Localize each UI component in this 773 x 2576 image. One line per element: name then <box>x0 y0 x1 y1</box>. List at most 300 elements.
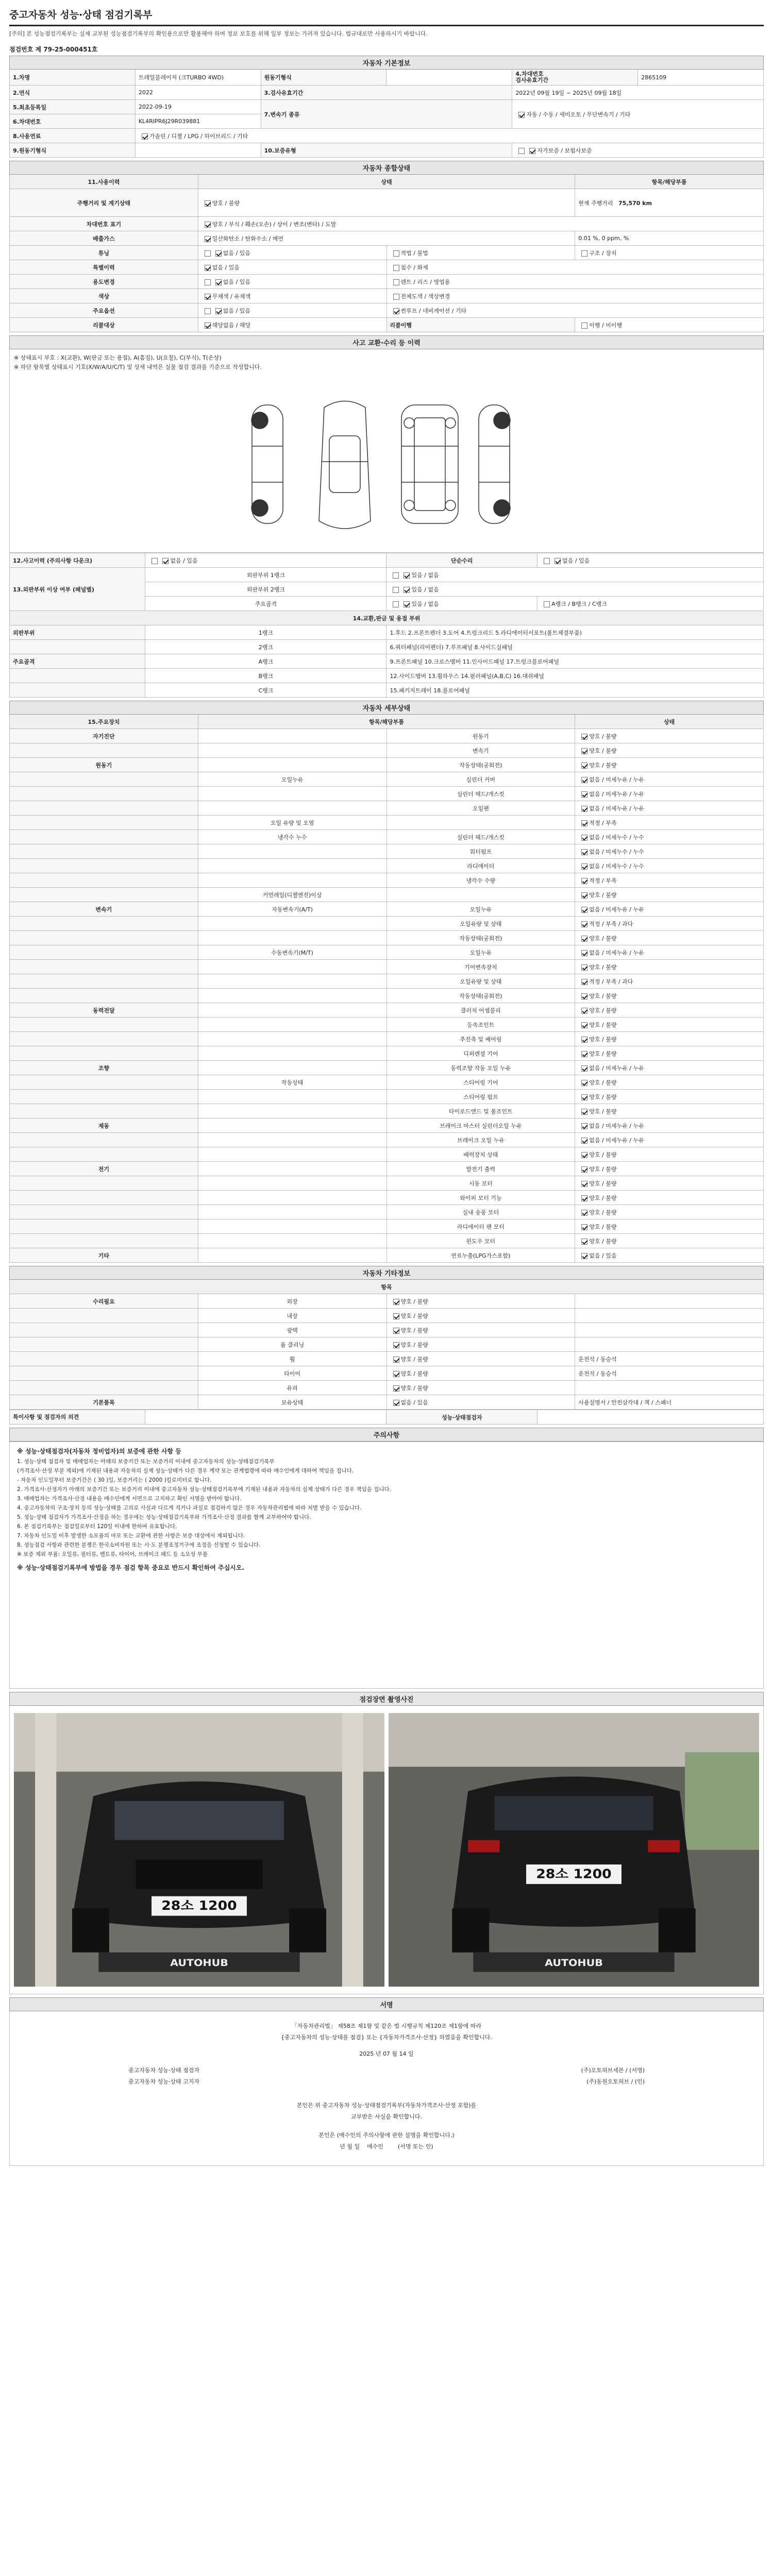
row-sub-group <box>198 859 386 873</box>
status-options: 양호 / 불량 <box>400 1370 428 1377</box>
row-sub-group <box>198 873 386 888</box>
row-group <box>10 1381 198 1395</box>
row-group: 조향 <box>10 1061 198 1075</box>
detail-row <box>10 974 764 989</box>
row-item: 작동상태(공회전) <box>386 758 575 772</box>
notifier-label: 중고자동차 성능·상태 고지자 <box>128 2078 200 2085</box>
detail-row <box>10 1075 764 1090</box>
basic-info-table <box>9 56 764 158</box>
detail-row <box>10 859 764 873</box>
row-status: 없음 / 있음 <box>145 553 386 568</box>
status-options: 양호 / 불량 <box>400 1384 428 1392</box>
row-item: 작동상태(공회전) <box>386 989 575 1003</box>
status-options: 없음 / 미세누유 / 누유 <box>589 1064 644 1072</box>
svg-text:28소 1200: 28소 1200 <box>161 1899 237 1913</box>
fuel-options: 가솔린 / 디젤 / LPG / 하이브리드 / 기타 <box>135 129 763 143</box>
row-status <box>575 989 764 1003</box>
row-sub-group: 냉각수 누수 <box>198 830 386 844</box>
notes-line: - 자동차 인도일부터 보증기간은 ( 30 )일, 보증거리는 ( 2000 )킬로미터로 합니다. <box>17 1477 212 1483</box>
row-item <box>386 888 575 902</box>
row-label <box>10 640 145 654</box>
cell-value: 트레일블레이저 (크TURBO 4WD) <box>135 70 261 86</box>
row-status <box>575 873 764 888</box>
row-item: 동력조향 작동 오일 누유 <box>386 1061 575 1075</box>
cell-label: 6.차대번호 <box>10 114 136 129</box>
row-sub: 렌트 / 리스 / 영업용 <box>386 275 764 289</box>
checkbox-icon <box>393 1400 399 1406</box>
checkbox-icon <box>393 1342 399 1348</box>
cell-value: 2022년 09월 19일 ~ 2025년 09월 18일 <box>512 86 764 100</box>
row-sub: 썬루프 / 네비게이션 / 기타 <box>386 303 764 318</box>
checkbox-icon <box>581 1051 587 1057</box>
row-status <box>575 974 764 989</box>
transmission-options: 자동 / 수동 / 세미오토 / 무단변속기 / 기타 <box>512 100 764 129</box>
cell-value <box>537 1410 764 1425</box>
row-item: 휠 <box>198 1352 386 1366</box>
row-status <box>386 1337 575 1352</box>
row-sub <box>575 1323 764 1337</box>
row-sub-group <box>198 1032 386 1046</box>
damage-diagram <box>9 349 764 553</box>
row-sub-group <box>198 1133 386 1147</box>
status-options: 양호 / 불량 <box>589 1238 617 1245</box>
parts-title: 14.교환,판금 및 용접 부위 <box>10 611 764 625</box>
row-item: 실린더 헤드/개스킷 <box>386 787 575 801</box>
row-item: 오일팬 <box>386 801 575 816</box>
row-item: 실린더 헤드/개스킷 <box>386 830 575 844</box>
cell-value: 2022-09-19 <box>135 100 261 114</box>
row-status: 있음 / 없음 <box>386 597 537 611</box>
row-item: 브레이크 오일 누유 <box>386 1133 575 1147</box>
rank: 1랭크 <box>145 625 386 640</box>
row-status <box>575 960 764 974</box>
status-options: 양호 / 불량 <box>400 1327 428 1334</box>
row-status: 없음 / 있음 <box>198 275 386 289</box>
row-label: 단순수리 <box>386 553 537 568</box>
checkbox-icon <box>581 748 587 754</box>
row-status <box>575 772 764 787</box>
row-status <box>575 1075 764 1090</box>
cell-label: 2.연식 <box>10 86 136 100</box>
rear-photo <box>389 1713 759 1987</box>
row-group <box>10 1075 198 1090</box>
checkbox-icon <box>581 979 587 985</box>
detail-row <box>10 743 764 758</box>
notes-line: 1. 성능·상태 점검자 및 매매업자는 아래의 보증기간 또는 보증거리 이내에 중고자동차의 성능·상태점검기록부 <box>17 1459 275 1465</box>
checkbox-icon <box>581 1065 587 1072</box>
detail-row <box>10 1248 764 1263</box>
row-item: 오일누유 <box>386 902 575 917</box>
row-group <box>10 1219 198 1234</box>
status-options: 양호 / 불량 <box>400 1355 428 1363</box>
notifier-value: (주)동원오토허브 / (인) <box>586 2078 645 2085</box>
row-status <box>575 1176 764 1191</box>
rank: B랭크 <box>145 669 386 683</box>
checkbox-icon <box>581 1094 587 1100</box>
notes-line: ※ 보증 제외 부품: 오일류, 필터류, 벨트류, 타이어, 브레이크 패드 등 소모성 부품 <box>17 1551 208 1557</box>
cell-label: 7.변속기 종류 <box>261 100 512 129</box>
rank: C랭크 <box>145 683 386 698</box>
mileage-cell: 현재 주행거리 75,570 km <box>575 189 764 217</box>
row-sub-group <box>198 1118 386 1133</box>
sign-text: 본인은 (매수인의 주의사항에 관한 설명을 확인합니다.) <box>318 2132 455 2139</box>
row-status <box>575 1162 764 1176</box>
status-options: 없음 / 미세누유 / 누유 <box>589 1137 644 1144</box>
row-label: 12.사고이력 (주의사항 다운크) <box>10 553 145 568</box>
row-status <box>575 945 764 960</box>
sign-text: 교부받은 사실을 확인합니다. <box>350 2113 422 2120</box>
status-options: 없음 / 있음 <box>589 1252 617 1259</box>
status-options: 양호 / 불량 <box>589 1079 617 1086</box>
cell-value: KL4RIPR6J29R039881 <box>135 114 261 129</box>
detail-row <box>10 1205 764 1219</box>
row-group <box>10 830 198 844</box>
row-sub-label: 외판부위 2랭크 <box>145 582 386 597</box>
row-group <box>10 1323 198 1337</box>
checkbox-icon <box>393 1385 399 1392</box>
notes-line: 3. 매매업자는 가격조사·산정 내용을 매수인에게 서면으로 고지하고 확인 서명을 받아야 합니다. <box>17 1496 242 1502</box>
row-status <box>575 787 764 801</box>
checkbox-icon <box>393 1357 399 1363</box>
cert-number: 점검번호 제 79-25-000451호 <box>9 46 98 53</box>
row-sub-group <box>198 1061 386 1075</box>
row-group: 변속기 <box>10 902 198 917</box>
status-options: 없음 / 미세누유 / 누유 <box>589 805 644 812</box>
notes-line: (가격조사·산정 부분 제외)에 기재된 내용과 자동차의 실제 성능·상태가 다른 경우 계약 또는 관계법령에 따라 매수인에게 대하여 책임을 집니다. <box>17 1468 354 1474</box>
status-options: 없음 / 미세누유 / 누유 <box>589 776 644 783</box>
row-status: 없음 / 있음 <box>537 553 764 568</box>
other-row <box>10 1337 764 1352</box>
row-item: 등속조인트 <box>386 1018 575 1032</box>
row-status <box>575 1003 764 1018</box>
row-sub-group <box>198 1090 386 1104</box>
detail-row <box>10 816 764 830</box>
buyer-label: 매수인 <box>367 2143 384 2150</box>
row-status: 양호 / 불량 <box>198 189 575 217</box>
row-item: 외장 <box>198 1294 386 1309</box>
detail-row <box>10 888 764 902</box>
notes-line: 6. 본 점검기록부는 점검일로부터 120일 이내에 한하여 유효합니다. <box>17 1523 177 1530</box>
notes-footer: ※ 성능·상태점검기록부에 방법을 경우 점검 항목 중요로 반드시 확인하여 주십시오. <box>17 1564 244 1571</box>
row-status <box>575 1118 764 1133</box>
row-item: 연료누출(LPG가스포함) <box>386 1248 575 1263</box>
row-status: 일산화탄소 / 탄화수소 / 매연 <box>198 231 575 246</box>
row-group <box>10 945 198 960</box>
row-item: 보유상태 <box>198 1395 386 1410</box>
row-sub-group <box>198 801 386 816</box>
detail-row <box>10 729 764 743</box>
row-sub <box>575 1337 764 1352</box>
detail-row <box>10 1176 764 1191</box>
sign-text: 본인은 위 중고자동차 성능·상태점검기록부(자동차가격조사·산정 포함)를 <box>296 2102 477 2109</box>
checkbox-icon <box>581 1080 587 1086</box>
cell-value <box>386 70 512 86</box>
notes-line: 8. 성능점검 사항과 관련한 분쟁은 한국소비자원 또는 시·도 분쟁조정기구에 조정을 신청할 수 있습니다. <box>17 1542 261 1548</box>
row-sub <box>575 1294 764 1309</box>
status-options: 적정 / 부족 <box>589 877 617 884</box>
row-item: 냉각수 수량 <box>386 873 575 888</box>
row-sub: 적법 / 불법 <box>386 246 575 260</box>
section-title: 자동차 종합상태 <box>10 161 764 175</box>
row-item: 오일유량 및 상태 <box>386 974 575 989</box>
row-item: 스티어링 기어 <box>386 1075 575 1090</box>
row-status <box>575 1248 764 1263</box>
cell-label: 5.최초등록일 <box>10 100 136 114</box>
photo-header <box>9 1692 764 1706</box>
row-sub: 전체도색 / 색상변경 <box>386 289 764 303</box>
row-item: 타이로드엔드 및 볼조인트 <box>386 1104 575 1118</box>
row-group <box>10 1090 198 1104</box>
row-group <box>10 1147 198 1162</box>
checkbox-icon <box>581 1123 587 1129</box>
row-status: 없음 / 있음 <box>198 303 386 318</box>
status-options: 없음 / 미세누유 / 누유 <box>589 906 644 913</box>
row-group <box>10 787 198 801</box>
row-group <box>10 743 198 758</box>
other-row <box>10 1366 764 1381</box>
row-label: 주행거리 및 계기상태 <box>10 189 198 217</box>
row-status <box>575 1090 764 1104</box>
row-status <box>575 1191 764 1205</box>
col-header: 항목/해당부품 <box>575 175 764 189</box>
row-label: 특이사항 및 점검자의 의견 <box>10 1410 145 1425</box>
row-status <box>575 1032 764 1046</box>
checkbox-icon <box>393 1299 399 1305</box>
row-group <box>10 844 198 859</box>
row-sub-group <box>198 729 386 743</box>
parts-list: 12.사이드멤버 13.휠하우스 14.필러패널(A,B,C) 16.대쉬패널 <box>386 669 764 683</box>
row-label: 용도변경 <box>10 275 198 289</box>
checkbox-icon <box>581 734 587 740</box>
checkbox-icon <box>581 1152 587 1158</box>
cell-label: 9.원동기형식 <box>10 143 136 158</box>
row-status <box>575 931 764 945</box>
detail-row <box>10 989 764 1003</box>
status-options: 적정 / 부족 <box>589 819 617 826</box>
row-sub-group <box>198 1147 386 1162</box>
row-sub-group <box>198 1219 386 1234</box>
row-item: 디퍼렌셜 기어 <box>386 1046 575 1061</box>
detail-row <box>10 844 764 859</box>
row-sub-group <box>198 758 386 772</box>
detail-row <box>10 931 764 945</box>
buyer-date: 년 월 일 <box>340 2143 360 2150</box>
row-status <box>575 830 764 844</box>
row-group: 제동 <box>10 1118 198 1133</box>
row-status <box>575 1018 764 1032</box>
row-group: 수리필요 <box>10 1294 198 1309</box>
checkbox-icon <box>581 863 587 870</box>
row-sub-label: 외판부위 1랭크 <box>145 568 386 582</box>
status-options: 양호 / 불량 <box>589 963 617 971</box>
row-item: 클러치 어셈블리 <box>386 1003 575 1018</box>
parts-list: 9.프론트패널 10.크로스멤버 11.인사이드패널 17.트렁크플로어패널 <box>386 654 764 669</box>
detail-row <box>10 1133 764 1147</box>
row-group <box>10 1046 198 1061</box>
col-header: 상태 <box>198 175 575 189</box>
row-label: 성능·상태점검자 <box>386 1410 537 1425</box>
row-item: 라디에이터 <box>386 859 575 873</box>
row-label: 리콜대상 <box>10 318 198 332</box>
status-options: 양호 / 불량 <box>589 1108 617 1115</box>
notes-line: 4. 중고자동차의 구조·장치 등의 성능·상태를 고의로 사실과 다르게 적거나 과실로 점검하지 않은 경우 자동차관리법에 따라 처벌 받을 수 있습니다. <box>17 1505 362 1511</box>
checkbox-icon <box>581 1253 587 1259</box>
detail-row <box>10 945 764 960</box>
row-sub-group <box>198 1205 386 1219</box>
row-status <box>575 729 764 743</box>
checkbox-icon <box>581 950 587 956</box>
detail-row <box>10 1061 764 1075</box>
row-sub: 구조 / 장치 <box>575 246 764 260</box>
row-item: 스티어링 펌프 <box>386 1090 575 1104</box>
row-status <box>575 758 764 772</box>
row-sub-group <box>198 917 386 931</box>
row-item: 오일유량 및 상태 <box>386 917 575 931</box>
row-sub-group <box>198 1104 386 1118</box>
row-group <box>10 1234 198 1248</box>
row-status <box>575 816 764 830</box>
other-row <box>10 1323 764 1337</box>
row-sub-group: 커먼레일(디젤엔진)이상 <box>198 888 386 902</box>
checkbox-icon <box>581 1037 587 1043</box>
detail-row <box>10 960 764 974</box>
row-status <box>575 859 764 873</box>
rank: 2랭크 <box>145 640 386 654</box>
row-group: 원동기 <box>10 758 198 772</box>
checkbox-icon <box>581 835 587 841</box>
checkbox-icon <box>581 849 587 855</box>
status-options: 양호 / 불량 <box>589 1180 617 1187</box>
row-group <box>10 1018 198 1032</box>
col-header: 항목 <box>10 1280 764 1294</box>
notes-line: 5. 성능·상태 점검자가 가격조사·산정을 하는 경우에는 성능·상태점검기록부와 가격조사·산정 결과를 함께 교부하여야 합니다. <box>17 1514 311 1520</box>
status-options: 양호 / 불량 <box>589 1209 617 1216</box>
status-options: 양호 / 불량 <box>589 1223 617 1230</box>
detail-row <box>10 1003 764 1018</box>
row-group <box>10 888 198 902</box>
row-group <box>10 960 198 974</box>
row-group: 기타 <box>10 1248 198 1263</box>
row-status <box>386 1366 575 1381</box>
row-sub: 사용설명서 / 안전삼각대 / 잭 / 스패너 <box>575 1395 764 1410</box>
inspector-value: (주)오토허브세븐 / (서명) <box>581 2067 645 2074</box>
detail-row <box>10 902 764 917</box>
car-outline-diagram <box>237 389 525 539</box>
row-sub-group <box>198 989 386 1003</box>
row-group <box>10 1032 198 1046</box>
rank: A랭크 <box>145 654 386 669</box>
row-sub-group <box>198 743 386 758</box>
row-group: 동력전달 <box>10 1003 198 1018</box>
row-item: 워터펌프 <box>386 844 575 859</box>
section-title: 자동차 기타정보 <box>10 1266 764 1280</box>
row-status <box>386 1294 575 1309</box>
legend-line: ※ 하단 항목별 상태표시 기호(X/W/A/U/C/T) 및 상세 내역은 실물 점검 결과를 기준으로 작성합니다. <box>14 364 262 370</box>
warranty-options: 자가보증 / 보험사보증 <box>512 143 764 158</box>
status-options: 양호 / 불량 <box>589 1021 617 1028</box>
other-row <box>10 1294 764 1309</box>
status-options: 없음 / 미세누유 / 누유 <box>589 949 644 956</box>
row-status: 양호 / 부식 / 훼손(오손) / 상이 / 변조(변타) / 도말 <box>198 217 763 231</box>
detail-row <box>10 801 764 816</box>
cell-label: 1.차명 <box>10 70 136 86</box>
row-status: 있음 / 없음 <box>386 568 764 582</box>
row-status <box>575 1219 764 1234</box>
row-sub-group <box>198 1003 386 1018</box>
detail-table <box>9 701 764 1263</box>
detail-row <box>10 1219 764 1234</box>
detail-row <box>10 1147 764 1162</box>
notes-line: 2. 가격조사·산정자가 아래의 보증기간 또는 보증거리 이내에 중고자동차 성능·상태점검기록부에 기재된 내용과 자동차의 실제 상태가 다른 경우 책임을 집니다. <box>17 1486 391 1493</box>
row-sub-group <box>198 974 386 989</box>
status-options: 양호 / 불량 <box>589 1050 617 1057</box>
status-options: 없음 / 미세누수 / 누수 <box>589 862 644 870</box>
row-status: 없음 / 있음 <box>198 246 386 260</box>
col-header: 항목/해당부품 <box>198 715 575 729</box>
row-sub-group <box>198 1046 386 1061</box>
summary-table <box>9 161 764 332</box>
row-group <box>10 1133 198 1147</box>
status-options: 없음 / 미세누유 / 누유 <box>589 790 644 798</box>
checkbox-icon <box>393 1371 399 1377</box>
row-sub: 운전석 / 동승석 <box>575 1366 764 1381</box>
detail-row <box>10 873 764 888</box>
checkbox-icon <box>581 921 587 927</box>
page-title: 중고자동차 성능·상태 점검기록부 <box>9 7 764 26</box>
checkbox-icon <box>581 777 587 783</box>
row-sub-group <box>198 1191 386 1205</box>
cell-value <box>135 143 261 158</box>
status-options: 양호 / 불량 <box>589 1036 617 1043</box>
sign-date: 2025 년 07 월 14 일 <box>359 2050 414 2057</box>
row-status <box>575 844 764 859</box>
cell-value <box>145 1410 386 1425</box>
row-group <box>10 772 198 787</box>
sign-text: {중고자동차의 성능·상태를 점검} 또는 {자동차가격조사·산정} 하였음을 확인합니다. <box>280 2034 493 2041</box>
status-options: 양호 / 불량 <box>589 1151 617 1158</box>
status-options: 양호 / 불량 <box>400 1298 428 1305</box>
cell-label: 원동기형식 <box>261 70 386 86</box>
row-status <box>386 1395 575 1410</box>
other-row <box>10 1309 764 1323</box>
row-item: 윈도우 모터 <box>386 1234 575 1248</box>
damage-header <box>9 335 764 349</box>
checkbox-icon <box>581 892 587 899</box>
row-group <box>10 931 198 945</box>
section-title: 점검장면 촬영사진 <box>10 1692 764 1706</box>
status-options: 양호 / 불량 <box>589 1165 617 1173</box>
row-status <box>575 1205 764 1219</box>
row-label <box>10 669 145 683</box>
row-status: 무채색 / 유채색 <box>198 289 386 303</box>
row-group: 전기 <box>10 1162 198 1176</box>
row-group <box>10 1337 198 1352</box>
row-sub-group <box>198 1162 386 1176</box>
row-item: 룸 클리닝 <box>198 1337 386 1352</box>
row-group <box>10 816 198 830</box>
row-status <box>386 1352 575 1366</box>
status-options: 양호 / 불량 <box>589 1007 617 1014</box>
row-item: 와이퍼 모터 기능 <box>386 1191 575 1205</box>
row-group <box>10 989 198 1003</box>
checkbox-icon <box>581 993 587 999</box>
notes-line: 7. 자동차 인도일 이후 발생한 소모품의 마모 또는 교환에 관한 사항은 보증 대상에서 제외됩니다. <box>17 1533 245 1539</box>
section-title: 자동차 세부상태 <box>10 701 764 715</box>
row-item: 작동상태(공회전) <box>386 931 575 945</box>
status-options: 양호 / 불량 <box>400 1341 428 1348</box>
row-sub <box>575 1309 764 1323</box>
checkbox-icon <box>581 1166 587 1173</box>
